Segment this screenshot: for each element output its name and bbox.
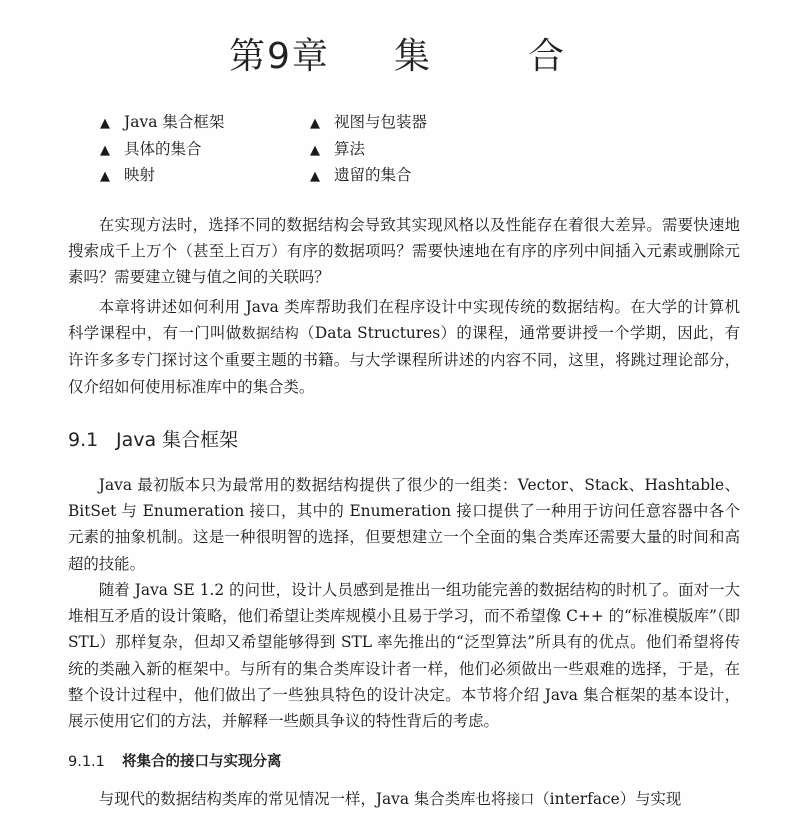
chapter-title-part1: 集 — [393, 36, 432, 77]
section-9-1-paragraph-1 — [68, 472, 740, 577]
triangle-bullet-icon: ▲ — [100, 169, 110, 184]
contents-item-label: Java 集合框架 — [124, 113, 225, 131]
contents-item-label: 具体的集合 — [124, 139, 202, 158]
chapter-label: 第9章 — [229, 36, 330, 77]
contents-item — [310, 110, 427, 137]
triangle-bullet-icon: ▲ — [310, 169, 320, 184]
triangle-bullet-icon: ▲ — [100, 142, 110, 158]
chapter-title-part2: 合 — [527, 36, 566, 77]
triangle-bullet-icon: ▲ — [100, 116, 110, 131]
subsection-heading-9-1-1 — [68, 750, 282, 771]
text-run: 本章将讲述如何利用 Java 类库帮助我们在程序设计中实现传统的数据结构。在大学的计算机科学课程中，有一门叫做 — [68, 298, 740, 343]
subsection-number: 9.1.1 — [68, 754, 105, 770]
contents-item-label: 算法 — [334, 139, 366, 158]
section-heading-9-1 — [68, 425, 238, 452]
paragraph-text — [68, 786, 740, 813]
triangle-bullet-icon: ▲ — [310, 116, 320, 131]
contents-item — [310, 163, 427, 190]
text-run: （Data Structures）的课程，通常要讲授一个学期，因此，有许许多多专门探讨这个重要主题的书籍。与大学课程所讲述的内容不同，这里，将跳过理论部分，仅介绍如何使用标准库中的集合类。 — [68, 324, 740, 396]
contents-item — [100, 137, 224, 164]
triangle-bullet-icon: ▲ — [310, 142, 320, 158]
intro-paragraph-2 — [68, 294, 740, 400]
section-9-1-1-paragraph-1 — [68, 786, 740, 813]
paragraph-text: Java 最初版本只为最常用的数据结构提供了很少的一组类：Vector、Stack、Hashtable、BitSet 与 Enumeration 接口，其中的 Enumeration 接口提供了一种用于访问任意容器中各个元素的抽象机制。这是一种很明智的选择，但要想建立一个全面的集合类库还需要大量的时间和高超的技能。 — [68, 476, 740, 573]
section-number: 9.1 — [68, 429, 99, 451]
section-title: Java 集合框架 — [116, 429, 239, 451]
text-run: 与现代的数据结构类库的常见情况一样，Java 集合类库也将 — [98, 790, 507, 808]
intro-paragraph-1 — [68, 212, 740, 291]
contents-item — [310, 137, 427, 164]
subsection-title: 将集合的接口与实现分离 — [122, 754, 282, 770]
text-run: （interface）与实现 — [534, 790, 682, 808]
paragraph-text: 在实现方法时，选择不同的数据结构会导致其实现风格以及性能存在着很大差异。需要快速地搜索成千上万个（甚至上百万）有序的数据项吗？需要快速地在有序的序列中间插入元素或删除元素吗？需要建立键与值之间的关联吗？ — [68, 216, 740, 287]
contents-item-label: 视图与包装器 — [334, 113, 428, 131]
contents-item-label: 映射 — [124, 166, 156, 184]
contents-column-1 — [100, 110, 224, 190]
contents-item — [100, 110, 224, 137]
section-9-1-paragraph-2 — [68, 577, 740, 734]
emphasized-term: 接口 — [506, 792, 535, 808]
emphasized-term: 数据结构 — [241, 326, 300, 343]
contents-item-label: 遗留的集合 — [334, 166, 412, 184]
paragraph-text: 随着 Java SE 1.2 的问世，设计人员感到是推出一组功能完善的数据结构的时机了。面对一大堆相互矛盾的设计策略，他们希望让类库规模小且易于学习，而不希望像 C++ 的“标准模版库”（即 STL）那样复杂，但却又希望能够得到 STL 率先推出的“泛型算法”所具有的优点。他们希望将传统的类融入新的框架中。与所有的集合类库设计者一样，他们必须做出一些艰难的选择，于是，在整个设计过程中，他们做出了一些独具特色的设计决定。本节将介绍 Java 集合框架的基本设计，展示使用它们的方法，并解释一些颇具争议的特性背后的考虑。 — [68, 581, 740, 731]
contents-column-2 — [310, 110, 427, 190]
contents-item — [100, 163, 224, 190]
paragraph-text — [68, 294, 740, 400]
chapter-title — [0, 28, 795, 79]
